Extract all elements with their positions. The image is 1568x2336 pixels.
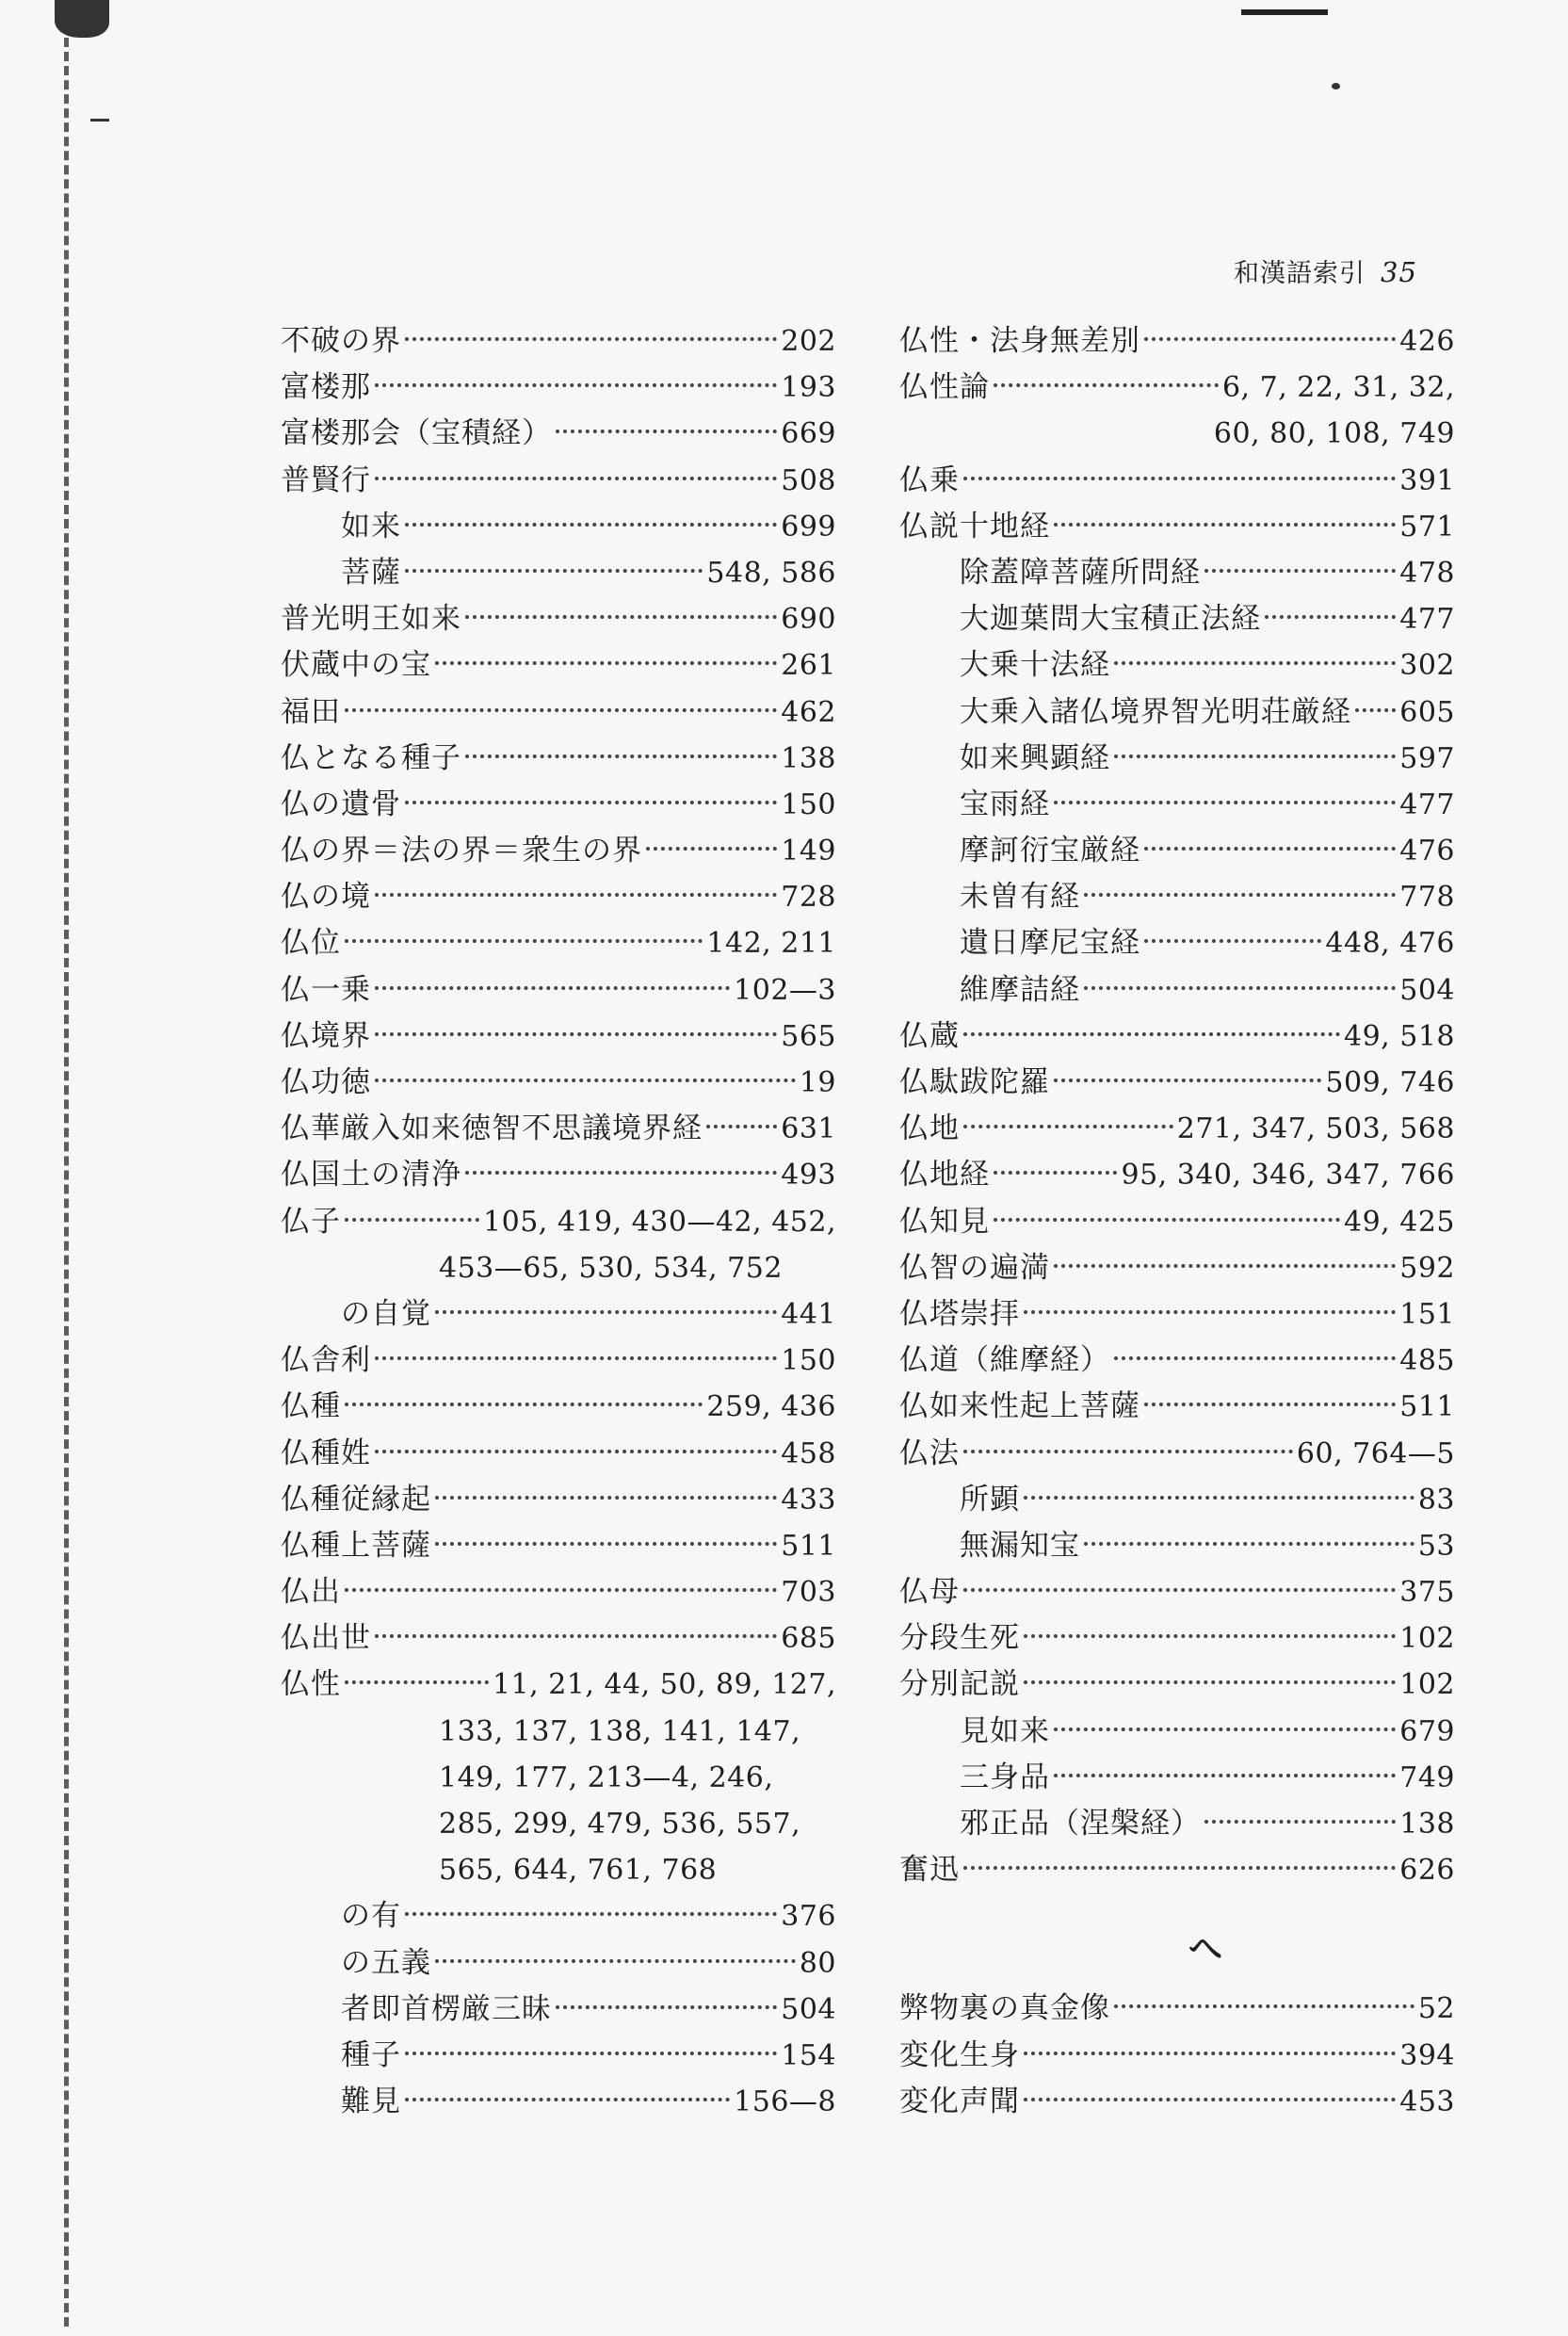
dot-leader xyxy=(345,1403,703,1406)
entry-term: 仏法 xyxy=(899,1436,960,1470)
dot-leader xyxy=(1024,1310,1396,1314)
dot-leader xyxy=(405,1912,777,1916)
index-entry xyxy=(281,458,836,504)
page-number: 35 xyxy=(1381,256,1417,288)
index-entry xyxy=(899,1662,1455,1708)
index-entry xyxy=(281,1338,836,1384)
index-subentry xyxy=(899,1709,1455,1755)
entry-term: 仏出 xyxy=(281,1575,341,1610)
section-gap xyxy=(899,1893,1455,1912)
dot-leader xyxy=(465,615,777,619)
entry-pages: 703 xyxy=(781,1576,836,1610)
entry-pages: 156—8 xyxy=(734,2085,836,2119)
index-entry xyxy=(281,736,836,782)
index-subentry xyxy=(899,689,1455,736)
entry-pages: 302 xyxy=(1399,649,1455,683)
index-entry xyxy=(899,1384,1455,1430)
entry-term: 難見 xyxy=(341,2085,401,2119)
dot-leader xyxy=(345,708,777,712)
entry-term: 仏の界＝法の界＝衆生の界 xyxy=(281,834,642,868)
dot-leader xyxy=(375,383,777,387)
entry-pages: 631 xyxy=(781,1112,836,1146)
entry-term: 仏道（維摩経） xyxy=(899,1343,1110,1378)
entry-pages: 52 xyxy=(1417,1992,1455,2026)
entry-pages: 151 xyxy=(1399,1297,1455,1331)
dot-leader xyxy=(963,1588,1396,1592)
entry-pages: 375 xyxy=(1399,1576,1455,1610)
entry-pages: 6, 7, 22, 31, 32, xyxy=(1221,371,1455,405)
entry-pages: 49, 425 xyxy=(1343,1205,1455,1239)
dot-leader xyxy=(345,1218,479,1222)
entry-pages: 685 xyxy=(781,1622,836,1656)
entry-pages: 154 xyxy=(781,2038,836,2072)
entry-term: 仏性 xyxy=(281,1667,341,1702)
entry-pages: 102 xyxy=(1399,1668,1455,1702)
dot-leader xyxy=(1054,1728,1396,1731)
entry-pages: 605 xyxy=(1399,695,1455,729)
entry-pages: 592 xyxy=(1399,1251,1455,1285)
entry-pages: 95, 340, 346, 347, 766 xyxy=(1121,1159,1455,1192)
dot-leader xyxy=(1024,2052,1396,2055)
entry-pages: 441 xyxy=(781,1297,836,1331)
index-subentry xyxy=(281,1940,836,1987)
corner-mark xyxy=(1241,0,1328,15)
dot-leader xyxy=(1084,986,1396,990)
entry-term: 仏一乗 xyxy=(281,972,371,1007)
dot-leader xyxy=(1024,1634,1396,1638)
entry-term: 仏知見 xyxy=(899,1204,990,1239)
entry-pages-continued: 149, 177, 213—4, 246, xyxy=(439,1760,774,1794)
index-subentry xyxy=(899,596,1455,642)
entry-term: 仏種姓 xyxy=(281,1436,371,1470)
index-subentry xyxy=(899,1755,1455,1801)
index-entry xyxy=(281,1662,836,1708)
entry-term: 福田 xyxy=(281,694,341,729)
dot-leader xyxy=(375,1079,796,1082)
entry-pages: 202 xyxy=(781,325,836,358)
index-entry xyxy=(899,1199,1455,1245)
dot-leader xyxy=(405,801,777,804)
index-column-right xyxy=(899,318,1455,2125)
entry-term: 仏国土の清浄 xyxy=(281,1158,461,1192)
index-subentry xyxy=(899,1801,1455,1847)
index-subentry xyxy=(899,782,1455,828)
entry-pages: 60, 764—5 xyxy=(1296,1436,1455,1470)
entry-pages: 508 xyxy=(781,463,836,497)
dot-leader xyxy=(1265,615,1396,619)
index-entry xyxy=(281,1060,836,1106)
entry-pages: 433 xyxy=(781,1483,836,1517)
entry-pages: 485 xyxy=(1399,1344,1455,1378)
index-entry xyxy=(899,1014,1455,1060)
entry-term: 分別記説 xyxy=(899,1667,1020,1702)
binding-edge xyxy=(64,38,76,2327)
entry-term: 仏塔崇拝 xyxy=(899,1296,1020,1331)
index-subentry xyxy=(281,550,836,596)
index-entry xyxy=(281,1477,836,1523)
entry-pages: 259, 436 xyxy=(706,1390,836,1424)
entry-term: 宝雨経 xyxy=(960,787,1050,821)
entry-pages: 477 xyxy=(1399,787,1455,821)
entry-term: 如来 xyxy=(341,509,401,543)
entry-pages: 102 xyxy=(1399,1622,1455,1656)
entry-term: 仏となる種子 xyxy=(281,740,461,775)
index-entry xyxy=(899,2033,1455,2079)
index-subentry xyxy=(899,1477,1455,1523)
index-entry xyxy=(281,1615,836,1662)
entry-term: 種子 xyxy=(341,2037,401,2072)
entry-term: 仏説十地経 xyxy=(899,509,1050,543)
entry-pages-continued: 133, 137, 138, 141, 147, xyxy=(439,1714,801,1748)
index-subentry xyxy=(899,642,1455,689)
index-entry xyxy=(281,1523,836,1569)
index-entry xyxy=(899,1338,1455,1384)
dot-leader xyxy=(1204,569,1396,573)
entry-term: の自覚 xyxy=(341,1296,431,1331)
entry-pages: 138 xyxy=(1399,1808,1455,1841)
entry-pages: 142, 211 xyxy=(706,927,836,961)
entry-term: 仏種従縁起 xyxy=(281,1482,431,1517)
index-entry xyxy=(899,1060,1455,1106)
entry-pages: 626 xyxy=(1399,1854,1455,1888)
index-entry xyxy=(281,828,836,874)
entry-pages: 728 xyxy=(781,881,836,915)
dot-leader xyxy=(994,383,1219,387)
entry-term: 分段生死 xyxy=(899,1621,1020,1656)
entry-pages: 476 xyxy=(1399,835,1455,868)
entry-term: 遺日摩尼宝経 xyxy=(960,926,1140,961)
index-subentry xyxy=(899,828,1455,874)
index-entry xyxy=(281,318,836,365)
index-entry xyxy=(899,365,1455,411)
entry-term: 仏智の遍満 xyxy=(899,1250,1050,1285)
running-header xyxy=(1234,252,1417,289)
entry-term: 変化声聞 xyxy=(899,2084,1020,2118)
entry-pages: 565 xyxy=(781,1019,836,1053)
entry-term: 仏種 xyxy=(281,1389,341,1424)
entry-pages: 83 xyxy=(1417,1483,1455,1517)
entry-term: 所顕 xyxy=(960,1482,1020,1517)
entry-pages: 105, 419, 430—42, 452, xyxy=(483,1205,836,1239)
entry-pages: 19 xyxy=(799,1066,836,1099)
dot-leader xyxy=(1054,1774,1396,1777)
entry-pages: 150 xyxy=(781,1344,836,1378)
entry-pages: 193 xyxy=(781,371,836,405)
index-subentry xyxy=(899,874,1455,920)
entry-pages: 391 xyxy=(1399,463,1455,497)
dot-leader xyxy=(465,1171,777,1175)
entry-pages: 448, 476 xyxy=(1325,927,1455,961)
index-subentry xyxy=(281,1893,836,1939)
dot-leader xyxy=(375,986,730,990)
entry-term: 仏性・法身無差別 xyxy=(899,324,1140,358)
index-entry xyxy=(899,1431,1455,1477)
entry-pages: 749 xyxy=(1399,1760,1455,1794)
dot-leader xyxy=(963,1450,1293,1453)
entry-term: 弊物裏の真金像 xyxy=(899,1991,1110,2026)
entry-term: 仏位 xyxy=(281,926,341,961)
entry-term: 仏乗 xyxy=(899,462,960,497)
entry-term: 大迦葉問大宝積正法経 xyxy=(960,602,1261,637)
dot-leader xyxy=(963,1125,1173,1128)
dot-leader xyxy=(1084,893,1396,897)
entry-term: 仏蔵 xyxy=(899,1018,960,1053)
index-entry xyxy=(281,1152,836,1198)
ink-speck xyxy=(1332,83,1340,89)
dot-leader xyxy=(1084,1542,1414,1546)
entry-term: 富楼那会（宝積経） xyxy=(281,416,552,451)
entry-term: 仏如来性起上菩薩 xyxy=(899,1389,1140,1424)
entry-term: 邪正品（涅槃経） xyxy=(960,1807,1201,1841)
entry-pages: 150 xyxy=(781,787,836,821)
entry-term: の有 xyxy=(341,1899,401,1934)
index-entry xyxy=(899,1569,1455,1615)
dot-leader xyxy=(375,1634,777,1638)
dot-leader xyxy=(1024,1496,1414,1500)
entry-pages: 504 xyxy=(1399,973,1455,1007)
index-entry xyxy=(281,642,836,689)
index-subentry xyxy=(281,1291,836,1338)
entry-term: 大乗十法経 xyxy=(960,648,1110,683)
entry-pages: 49, 518 xyxy=(1343,1019,1455,1053)
dot-leader xyxy=(1355,708,1396,712)
entry-pages: 690 xyxy=(781,603,836,637)
entry-term: 菩薩 xyxy=(341,555,401,590)
index-entry xyxy=(281,1106,836,1152)
entry-term: 仏華厳入如来徳智不思議境界経 xyxy=(281,1111,703,1146)
entry-term: 大乗入諸仏境界智光明荘厳経 xyxy=(960,694,1351,729)
index-entry xyxy=(899,1106,1455,1152)
entry-term: 三身品 xyxy=(960,1760,1050,1794)
dot-leader xyxy=(435,661,777,665)
dot-leader xyxy=(556,2005,777,2009)
dot-leader xyxy=(963,1866,1396,1870)
entry-term: 者即首楞厳三昧 xyxy=(341,1991,552,2026)
entry-term: 仏母 xyxy=(899,1575,960,1610)
dot-leader xyxy=(435,1496,777,1500)
entry-term: 仏出世 xyxy=(281,1621,371,1656)
dot-leader xyxy=(1024,1680,1396,1684)
dot-leader xyxy=(435,1310,777,1314)
dot-leader xyxy=(1024,2098,1396,2101)
ink-blot xyxy=(55,0,109,38)
section-heading-he: へ xyxy=(1188,1929,1222,1970)
entry-term: 仏舎利 xyxy=(281,1343,371,1378)
dot-leader xyxy=(1114,2004,1414,2008)
dot-leader xyxy=(1054,523,1396,527)
index-entry xyxy=(281,689,836,736)
entry-term: 普賢行 xyxy=(281,462,371,497)
dot-leader xyxy=(405,2098,730,2101)
entry-pages: 597 xyxy=(1399,741,1455,775)
dot-leader xyxy=(345,939,703,943)
entry-term: 奮迅 xyxy=(899,1853,960,1888)
entry-pages: 571 xyxy=(1399,510,1455,543)
index-entry xyxy=(281,967,836,1014)
entry-term: 仏境界 xyxy=(281,1018,371,1053)
entry-pages: 493 xyxy=(781,1159,836,1192)
index-entry xyxy=(281,874,836,920)
entry-term: 仏地 xyxy=(899,1111,960,1146)
entry-pages: 138 xyxy=(781,741,836,775)
dot-leader xyxy=(375,1450,777,1453)
index-subentry xyxy=(281,1987,836,2033)
entry-pages-continued: 453—65, 530, 534, 752 xyxy=(439,1251,783,1285)
entry-pages: 376 xyxy=(781,1900,836,1934)
entry-pages: 548, 586 xyxy=(706,556,836,590)
dot-leader xyxy=(405,2052,777,2055)
entry-pages-continued: 60, 80, 108, 749 xyxy=(1213,417,1455,451)
entry-term: 仏子 xyxy=(281,1204,341,1239)
entry-pages: 149 xyxy=(781,835,836,868)
entry-term: 仏の境 xyxy=(281,880,371,915)
dot-leader xyxy=(1054,801,1396,804)
index-entry xyxy=(281,920,836,966)
index-subentry xyxy=(899,736,1455,782)
entry-pages: 477 xyxy=(1399,603,1455,637)
index-entry xyxy=(281,782,836,828)
entry-pages: 511 xyxy=(781,1529,836,1563)
dot-leader xyxy=(1144,1403,1396,1406)
dot-leader xyxy=(435,1959,796,1963)
index-entry xyxy=(899,1245,1455,1291)
entry-pages: 679 xyxy=(1399,1714,1455,1748)
entry-pages: 453 xyxy=(1399,2085,1455,2118)
entry-term: 仏性論 xyxy=(899,370,990,405)
index-entry xyxy=(281,1431,836,1477)
index-entry xyxy=(899,318,1455,365)
entry-pages: 426 xyxy=(1399,325,1455,358)
entry-pages: 102—3 xyxy=(734,973,836,1007)
dot-leader xyxy=(1114,754,1396,758)
index-entry xyxy=(281,1384,836,1430)
dot-leader xyxy=(646,847,777,851)
index-subentry xyxy=(281,504,836,550)
dot-leader xyxy=(375,893,777,897)
entry-pages: 271, 347, 503, 568 xyxy=(1176,1112,1455,1146)
dot-leader xyxy=(1114,1356,1396,1360)
index-entry xyxy=(899,1986,1455,2032)
index-entry xyxy=(281,1014,836,1060)
index-entry xyxy=(899,2079,1455,2125)
index-subentry xyxy=(899,550,1455,596)
index-entry xyxy=(899,1291,1455,1338)
index-entry xyxy=(899,458,1455,504)
dot-leader xyxy=(345,1588,777,1592)
dot-leader xyxy=(1204,1820,1396,1824)
dot-leader xyxy=(375,1032,777,1036)
index-subentry xyxy=(899,920,1455,966)
dot-leader xyxy=(994,1218,1340,1222)
index-subentry xyxy=(281,2033,836,2079)
dot-leader xyxy=(1144,939,1321,943)
index-subentry xyxy=(899,1523,1455,1569)
dot-leader xyxy=(405,569,703,573)
entry-pages-continued: 285, 299, 479, 536, 557, xyxy=(439,1808,801,1841)
entry-term: 仏駄跋陀羅 xyxy=(899,1065,1050,1099)
entry-term: 不破の界 xyxy=(281,324,401,358)
dot-leader xyxy=(375,1356,777,1360)
entry-term: 仏種上菩薩 xyxy=(281,1528,431,1563)
index-entry xyxy=(281,1199,836,1245)
entry-term: 未曽有経 xyxy=(960,880,1080,915)
entry-term: 仏の遺骨 xyxy=(281,787,401,821)
entry-pages: 699 xyxy=(781,510,836,543)
dot-leader xyxy=(375,477,777,480)
binding-tick xyxy=(90,119,109,122)
dot-leader xyxy=(1114,661,1396,665)
dot-leader xyxy=(1054,1264,1396,1268)
entry-term: 普光明王如来 xyxy=(281,602,461,637)
entry-term: の五義 xyxy=(341,1945,431,1980)
dot-leader xyxy=(405,523,777,527)
index-entry xyxy=(899,504,1455,550)
entry-pages: 80 xyxy=(799,1946,836,1980)
index-entry xyxy=(281,1569,836,1615)
dot-leader xyxy=(963,1032,1340,1036)
dot-leader xyxy=(706,1125,777,1128)
entry-term: 摩訶衍宝厳経 xyxy=(960,834,1140,868)
dot-leader xyxy=(963,477,1396,480)
dot-leader xyxy=(1144,847,1396,851)
entry-term: 富楼那 xyxy=(281,370,371,405)
entry-pages: 394 xyxy=(1399,2038,1455,2072)
dot-leader xyxy=(1144,337,1396,341)
entry-pages: 462 xyxy=(781,695,836,729)
entry-pages: 478 xyxy=(1399,556,1455,590)
index-entry xyxy=(899,1615,1455,1662)
dot-leader xyxy=(405,337,777,341)
dot-leader xyxy=(345,1680,489,1684)
index-entry xyxy=(899,1847,1455,1893)
entry-term: 変化生身 xyxy=(899,2037,1020,2072)
entry-term: 如来興顕経 xyxy=(960,740,1110,775)
entry-term: 仏功徳 xyxy=(281,1065,371,1099)
index-entry xyxy=(281,411,836,457)
entry-pages: 669 xyxy=(781,417,836,451)
index-entry xyxy=(281,596,836,642)
header-title: 和漢語索引 xyxy=(1234,259,1366,288)
dot-leader xyxy=(994,1171,1117,1175)
entry-pages: 511 xyxy=(1399,1390,1455,1424)
entry-term: 除蓋障菩薩所問経 xyxy=(960,555,1201,590)
dot-leader xyxy=(465,754,777,758)
entry-pages: 11, 21, 44, 50, 89, 127, xyxy=(492,1668,836,1702)
entry-pages: 458 xyxy=(781,1436,836,1470)
entry-pages: 778 xyxy=(1399,881,1455,915)
index-column-left xyxy=(281,318,836,2125)
entry-pages: 504 xyxy=(781,1992,836,2026)
dot-leader xyxy=(435,1542,777,1546)
entry-pages: 509, 746 xyxy=(1325,1066,1455,1099)
entry-term: 無漏知宝 xyxy=(960,1528,1080,1563)
entry-pages: 53 xyxy=(1417,1529,1455,1563)
index-subentry xyxy=(899,967,1455,1014)
entry-term: 見如来 xyxy=(960,1713,1050,1748)
entry-pages-continued: 565, 644, 761, 768 xyxy=(439,1854,718,1888)
index-entry xyxy=(281,365,836,411)
entry-pages: 261 xyxy=(781,649,836,683)
entry-term: 伏蔵中の宝 xyxy=(281,648,431,683)
dot-leader xyxy=(556,430,777,433)
index-entry xyxy=(899,1152,1455,1198)
entry-term: 維摩詰経 xyxy=(960,972,1080,1007)
dot-leader xyxy=(1054,1079,1321,1082)
entry-term: 仏地経 xyxy=(899,1158,990,1192)
index-subentry xyxy=(281,2079,836,2125)
